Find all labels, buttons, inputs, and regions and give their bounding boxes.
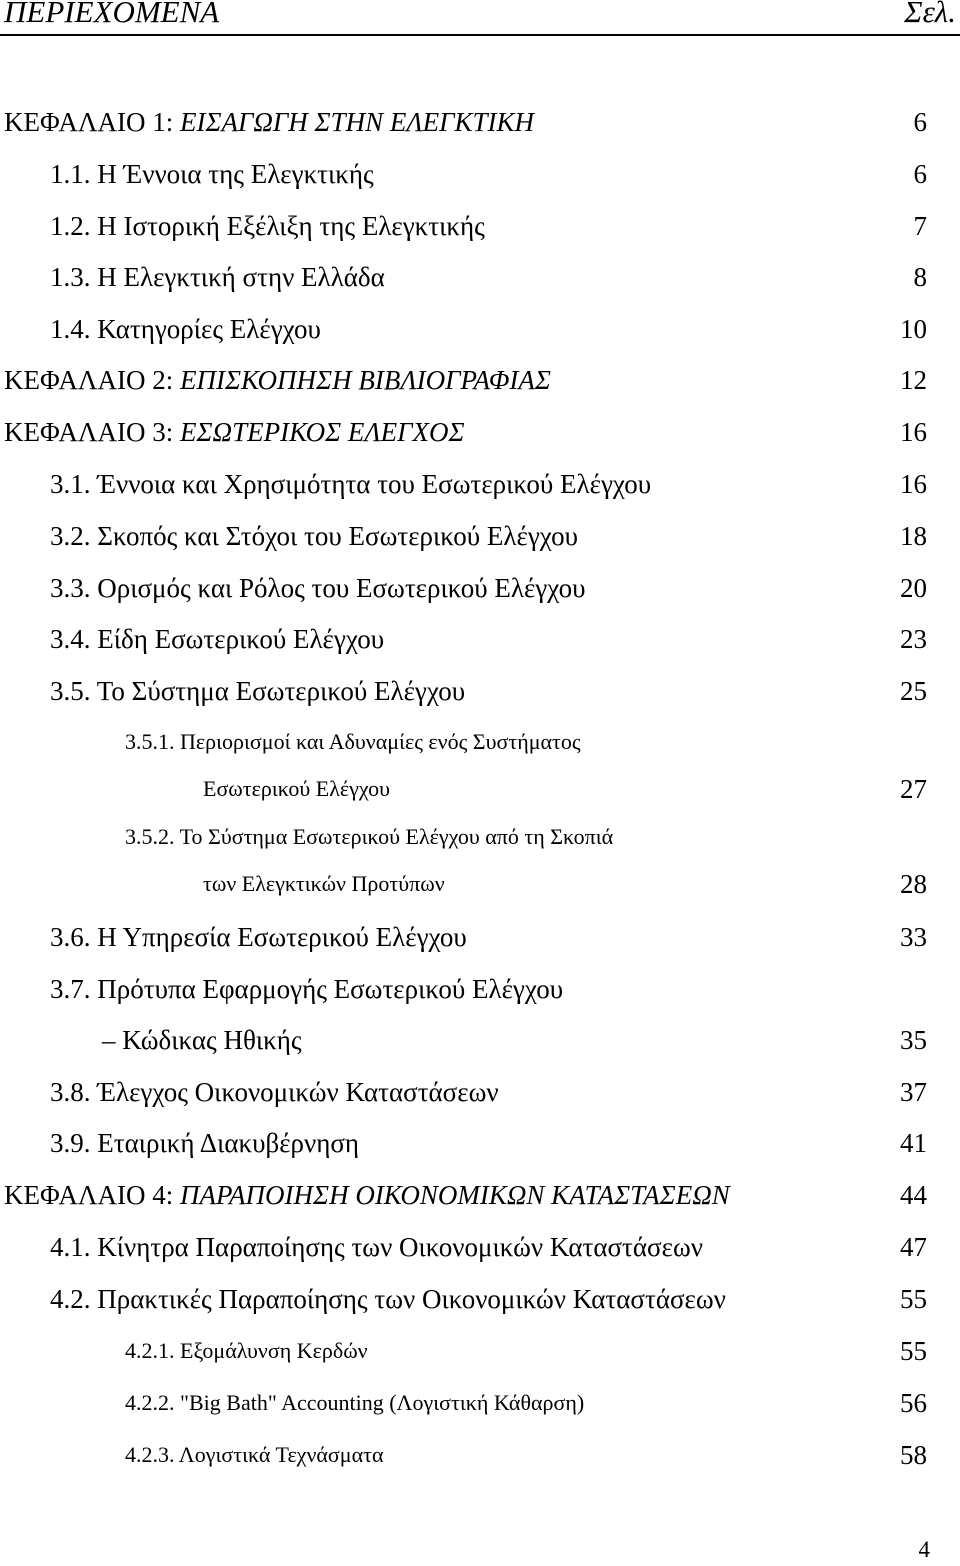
toc-subentry [0, 821, 960, 853]
toc-entry [0, 158, 960, 190]
chapter-title: ΠΑΡΑΠΟΙΗΣΗ ΟΙΚΟΝΟΜΙΚΩΝ ΚΑΤΑΣΤΑΣΕΩΝ [180, 1180, 730, 1210]
toc-entry-text: 3.5.2. Το Σύστημα Εσωτερικού Ελέγχου από τη Σκοπιά [125, 824, 614, 849]
toc-page-number: 18 [900, 521, 927, 551]
toc-entry-text: 3.7. Πρότυπα Εφαρμογής Εσωτερικού Ελέγχου [50, 974, 564, 1004]
toc-entry [0, 1127, 960, 1159]
toc-subentry [0, 726, 960, 758]
toc-entry [0, 520, 960, 552]
toc-page-number: 55 [900, 1336, 927, 1366]
toc-page-number: 7 [913, 211, 927, 241]
toc-subentry [0, 1387, 960, 1419]
toc-page-number: 23 [900, 624, 927, 654]
toc-entry-text: – Κώδικας Ηθικής [102, 1025, 302, 1055]
page-header [0, 0, 960, 34]
chapter-prefix: ΚΕΦΑΛΑΙΟ 2: [4, 365, 181, 395]
toc-entry [0, 468, 960, 500]
toc-subentry-continuation [0, 773, 960, 805]
toc-page-number: 12 [900, 365, 927, 395]
toc-chapter-2 [0, 364, 960, 396]
toc-entry-text: 3.8. Έλεγχος Οικονομικών Καταστάσεων [50, 1077, 499, 1107]
toc-entry-text: 3.3. Ορισμός και Ρόλος του Εσωτερικού Ελέγχου [50, 573, 586, 603]
toc-entry-continuation [0, 1024, 960, 1056]
toc-page-number: 47 [900, 1232, 927, 1262]
toc-entry [0, 210, 960, 242]
toc-entry-text: 3.5.1. Περιορισμοί και Αδυναμίες ενός Συστήματος [125, 729, 581, 754]
toc-page-number: 8 [913, 262, 927, 292]
toc-page-number: 55 [900, 1284, 927, 1314]
toc-entry-text: των Ελεγκτικών Προτύπων [203, 871, 445, 896]
page-title: ΠΕΡΙΕΧΟΜΕΝΑ [4, 0, 220, 29]
toc-subentry [0, 1335, 960, 1367]
toc-page-number: 41 [900, 1128, 927, 1158]
toc-entry-text: 3.9. Εταιρική Διακυβέρνηση [50, 1128, 360, 1158]
toc-page-number: 28 [900, 869, 927, 899]
toc-entry [0, 1231, 960, 1263]
toc-entry [0, 973, 960, 1005]
toc-entry [0, 313, 960, 345]
toc-entry-text: 3.1. Έννοια και Χρησιμότητα του Εσωτερικού Ελέγχου [50, 469, 652, 499]
page-column-label: Σελ. [904, 0, 956, 29]
toc-page-number: 56 [900, 1388, 927, 1418]
chapter-prefix: ΚΕΦΑΛΑΙΟ 3: [4, 417, 181, 447]
page-number: 4 [918, 1537, 930, 1562]
toc-entry [0, 675, 960, 707]
toc-subentry [0, 1439, 960, 1471]
toc-entry-text: 3.6. Η Υπηρεσία Εσωτερικού Ελέγχου [50, 922, 467, 952]
chapter-title: ΕΠΙΣΚΟΠΗΣΗ ΒΙΒΛΙΟΓΡΑΦΙΑΣ [180, 365, 551, 395]
toc-entry [0, 572, 960, 604]
toc-page-number: 37 [900, 1077, 927, 1107]
toc-entry-text: 3.4. Είδη Εσωτερικού Ελέγχου [50, 624, 385, 654]
toc-entry-text: 1.3. Η Ελεγκτική στην Ελλάδα [50, 262, 385, 292]
toc-entry-text: 1.2. Η Ιστορική Εξέλιξη της Ελεγκτικής [50, 211, 485, 241]
chapter-prefix: ΚΕΦΑΛΑΙΟ 1: [4, 107, 181, 137]
chapter-title: ΕΣΩΤΕΡΙΚΟΣ ΕΛΕΓΧΟΣ [180, 417, 465, 447]
toc-page-number: 58 [900, 1440, 927, 1470]
toc-entry [0, 1283, 960, 1315]
toc-page-number: 27 [900, 774, 927, 804]
toc-entry-text: 3.5. Το Σύστημα Εσωτερικού Ελέγχου [50, 676, 466, 706]
toc-chapter-4 [0, 1179, 960, 1211]
chapter-title: ΕΙΣΑΓΩΓΗ ΣΤΗΝ ΕΛΕΓΚΤΙΚΗ [180, 107, 535, 137]
toc-entry-text: 4.2.2. "Big Bath" Accounting (Λογιστική Κάθαρση) [125, 1390, 585, 1415]
toc-page-number: 25 [900, 676, 927, 706]
toc-page-number: 10 [900, 314, 927, 344]
toc-entry-text: 4.1. Κίνητρα Παραποίησης των Οικονομικών Καταστάσεων [50, 1232, 703, 1262]
chapter-prefix: ΚΕΦΑΛΑΙΟ 4: [4, 1180, 181, 1210]
toc-entry-text: 4.2.1. Εξομάλυνση Κερδών [125, 1338, 368, 1363]
toc-page-number: 6 [913, 159, 927, 189]
toc-page-number: 35 [900, 1025, 927, 1055]
toc-entry-text: 4.2. Πρακτικές Παραποίησης των Οικονομικών Καταστάσεων [50, 1284, 726, 1314]
toc-entry-text: 3.2. Σκοπός και Στόχοι του Εσωτερικού Ελέγχου [50, 521, 579, 551]
toc-entry [0, 1076, 960, 1108]
toc-entry-text: 4.2.3. Λογιστικά Τεχνάσματα [125, 1442, 384, 1467]
toc-entry [0, 623, 960, 655]
toc-page-number: 6 [913, 107, 927, 137]
toc-subentry-continuation [0, 868, 960, 900]
toc-chapter-3 [0, 416, 960, 448]
toc-entry [0, 921, 960, 953]
toc-page-number: 44 [900, 1180, 927, 1210]
toc-page-number: 20 [900, 573, 927, 603]
toc-entry-text: 1.4. Κατηγορίες Ελέγχου [50, 314, 321, 344]
toc-entry [0, 261, 960, 293]
toc-page-number: 33 [900, 922, 927, 952]
toc-page-number: 16 [900, 417, 927, 447]
toc-page-number: 16 [900, 469, 927, 499]
toc-entry-text: 1.1. Η Έννοια της Ελεγκτικής [50, 159, 374, 189]
toc-chapter-1 [0, 106, 960, 138]
toc-entry-text: Εσωτερικού Ελέγχου [203, 776, 390, 801]
header-rule [0, 34, 960, 36]
